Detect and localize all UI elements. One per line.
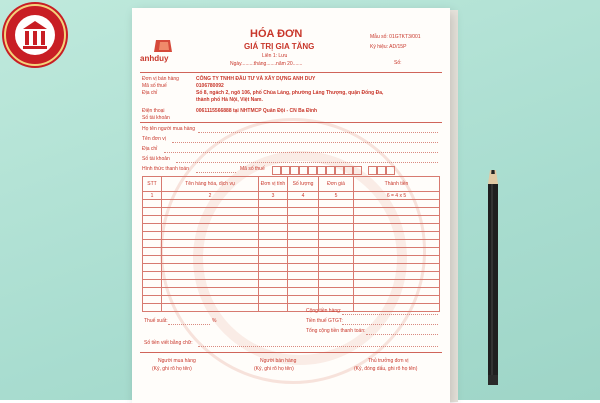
- seller-label-address: Địa chỉ: [142, 90, 158, 96]
- signer-buyer-note: (Ký, ghi rõ họ tên): [152, 366, 192, 372]
- col-stt: STT: [143, 177, 162, 192]
- table-row: [143, 304, 440, 312]
- buyer-unit-label: Tên đơn vị: [142, 136, 166, 142]
- col-price: Đơn giá: [319, 177, 354, 192]
- table-row: [143, 240, 440, 248]
- signer-seller-role: Người bán hàng: [260, 358, 297, 364]
- pillar-emblem-icon: [15, 15, 55, 55]
- invoice-number-label: Số:: [394, 60, 402, 66]
- table-row: [143, 200, 440, 208]
- table-row: [143, 232, 440, 240]
- invoice-subtitle: GIÁ TRỊ GIA TĂNG: [244, 42, 315, 51]
- signer-director-role: Thủ trưởng đơn vị: [368, 358, 409, 364]
- table-row: [143, 280, 440, 288]
- amount-in-words-label: Số tiền viết bằng chữ:: [144, 340, 193, 346]
- grand-total-label: Tổng cộng tiền thanh toán:: [306, 328, 366, 334]
- signer-director-note: (Ký, đóng dấu, ghi rõ họ tên): [354, 366, 418, 372]
- col-amount: Thành tiền: [354, 177, 440, 192]
- form-code: Mẫu số: 01GTKT3/001: [370, 34, 421, 40]
- invoice-symbol: Ký hiệu: AD/15P: [370, 44, 407, 50]
- tax-rate-percent: %: [212, 318, 217, 324]
- seller-account: 0061115566888 tại NHTMCP Quân Đội - CN Ba Đình: [196, 108, 318, 114]
- seller-label-tax: Mã số thuế: [142, 83, 167, 89]
- tax-rate-label: Thuế suất:: [144, 318, 168, 324]
- table-header-row: [143, 177, 440, 192]
- seller-label-phone: Điện thoại: [142, 108, 165, 114]
- table-row: [143, 248, 440, 256]
- invoice-date: Ngày.........tháng.......năm 20.......: [230, 61, 303, 67]
- company-logo-text: anhduy: [140, 54, 169, 63]
- invoice-title: HÓA ĐƠN: [250, 28, 303, 40]
- table-row: [143, 216, 440, 224]
- seller-label-account: Số tài khoản: [142, 115, 170, 121]
- invoice-paper: [132, 8, 450, 403]
- vat-amount-label: Tiền thuế GTGT:: [306, 318, 343, 324]
- seller-company-name: CÔNG TY TNHH ĐẦU TƯ VÀ XÂY DỰNG ANH DUY: [196, 76, 316, 82]
- table-row: [143, 272, 440, 280]
- col-quantity: Số lượng: [288, 177, 319, 192]
- col-goods: Tên hàng hóa, dịch vụ: [162, 177, 259, 192]
- col-unit: Đơn vị tính: [259, 177, 288, 192]
- payment-method-label: Hình thức thanh toán: [142, 166, 189, 172]
- table-row: [143, 288, 440, 296]
- table-row: [143, 224, 440, 232]
- signer-seller-note: (Ký, ghi rõ họ tên): [254, 366, 294, 372]
- signer-buyer-role: Người mua hàng: [158, 358, 196, 364]
- buyer-address-label: Địa chỉ: [142, 146, 158, 152]
- table-row: [143, 264, 440, 272]
- buyer-name-label: Họ tên người mua hàng: [142, 126, 196, 132]
- seller-label-name: Đơn vị bán hàng: [142, 76, 179, 82]
- seller-tax-code: 0106780092: [196, 83, 224, 89]
- items-table: [142, 176, 440, 312]
- buyer-account-label: Số tài khoản: [142, 156, 170, 162]
- table-row: [143, 296, 440, 304]
- thu-vien-phap-luat-logo: [4, 4, 66, 66]
- pencil-icon: [486, 170, 500, 385]
- table-index-row: 1 2 3 4 5 6 = 4 x 5: [143, 192, 440, 200]
- invoice-copy: Liên 1: Lưu: [262, 53, 288, 59]
- table-row: [143, 208, 440, 216]
- seller-address-line1: Số 8, ngách 2, ngõ 106, phố Chùa Láng, phường Láng Thượng, quận Đống Đa,: [196, 90, 384, 96]
- table-row: [143, 256, 440, 264]
- seller-address-line2: thành phố Hà Nội, Việt Nam.: [196, 97, 263, 103]
- total-goods-label: Cộng tiền hàng:: [306, 308, 342, 314]
- buyer-tax-label: Mã số thuế: [240, 166, 265, 172]
